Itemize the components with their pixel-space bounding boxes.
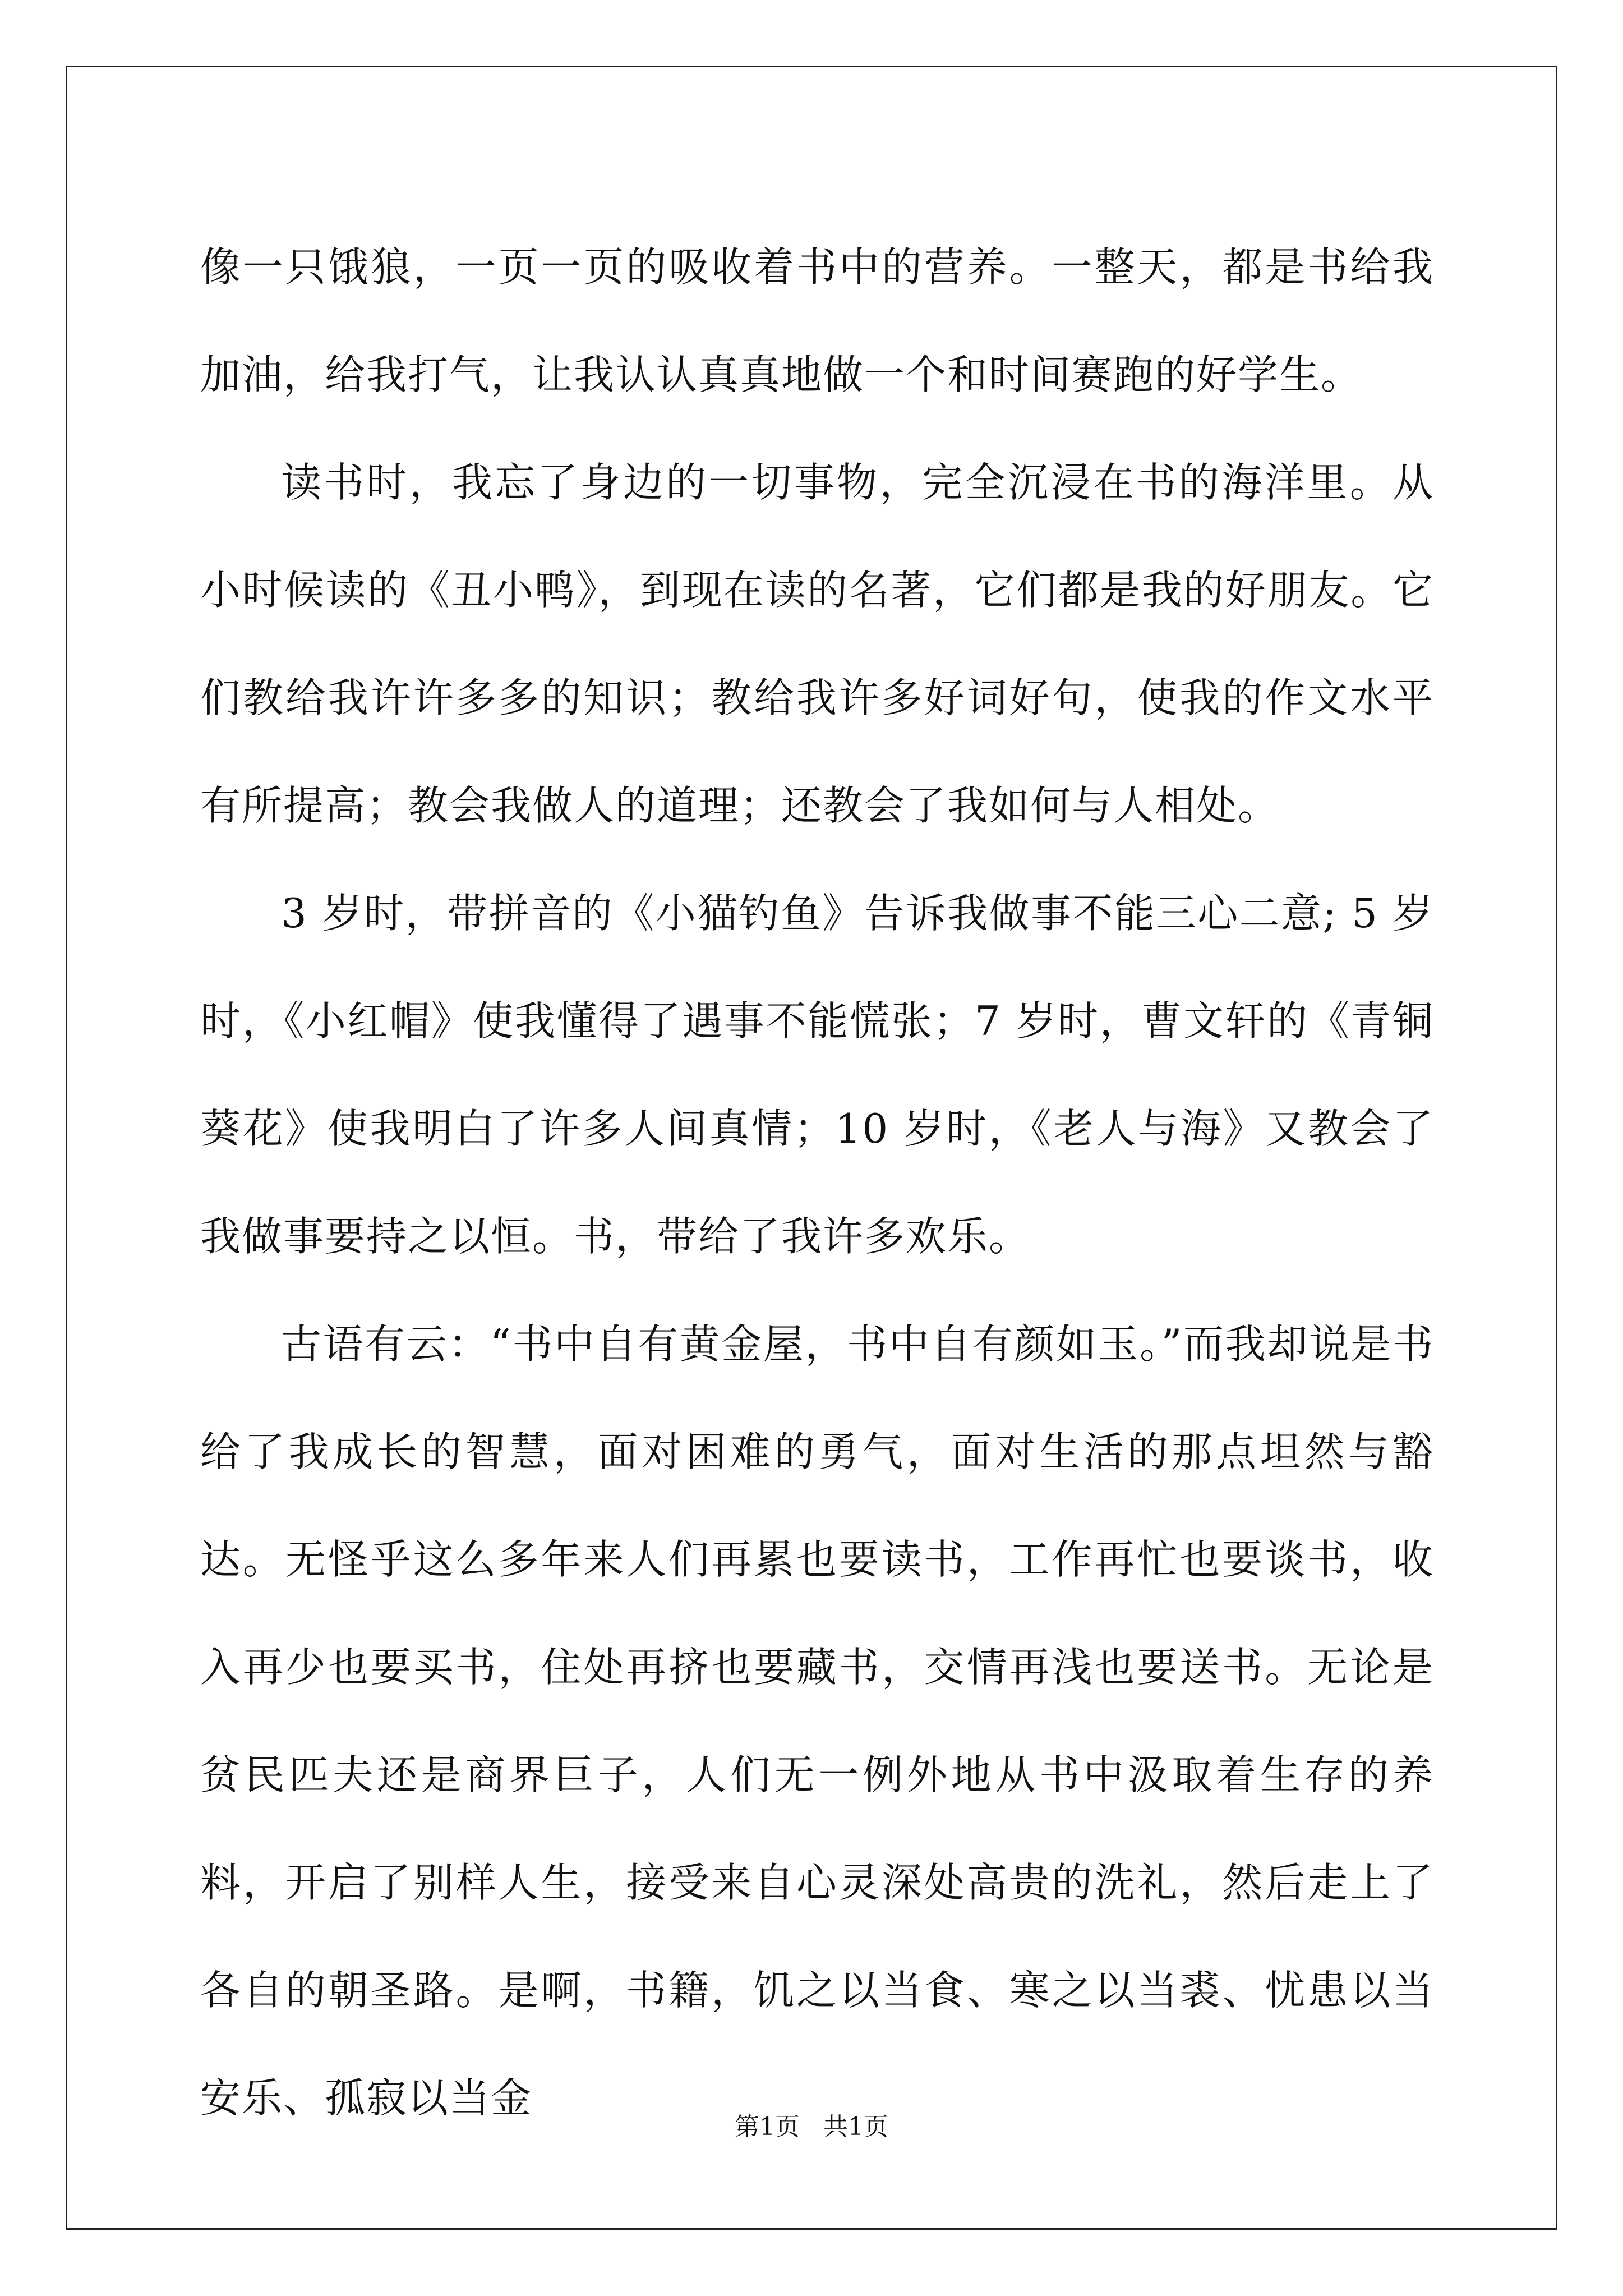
document-body (200, 213, 1434, 2152)
paragraph-2: 读书时，我忘了身边的一切事物，完全沉浸在书的海洋里。从小时候读的《丑小鸭》，到现在读的名著，它们都是我的好朋友。它们教给我许许多多的知识；教给我许多好词好句，使我的作文水平有所提高；教会我做人的道理；还教会了我如何与人相处。 (200, 459, 1434, 829)
page-footer: 第1页 共1页 (735, 2113, 888, 2141)
paragraph-3: 3 岁时，带拼音的《小猫钓鱼》告诉我做事不能三心二意; 5 岁时，《小红帽》使我懂得了遇事不能慌张；7 岁时，曹文轩的《青铜葵花》使我明白了许多人间真情；10 岁时，《老人与海》又教会了我做事要持之以恒。书，带给了我许多欢乐。 (200, 890, 1434, 1260)
paragraph-1: 像一只饿狼，一页一页的吸收着书中的营养。一整天，都是书给我加油，给我打气，让我认认真真地做一个和时间赛跑的好学生。 (200, 243, 1434, 398)
paragraph-4: 古语有云：“书中自有黄金屋，书中自有颜如玉。”而我却说是书给了我成长的智慧，面对困难的勇气，面对生活的那点坦然与豁达。无怪乎这么多年来人们再累也要读书，工作再忙也要谈书，收入再少也要买书，住处再挤也要藏书，交情再浅也要送书。无论是贫民匹夫还是商界巨子，人们无一例外地从书中汲取着生存的养料，开启了别样人生，接受来自心灵深处高贵的洗礼，然后走上了各自的朝圣路。是啊，书籍，饥之以当食、寒之以当裘、忧患以当安乐、孤寂以当金 (200, 1320, 1434, 2122)
